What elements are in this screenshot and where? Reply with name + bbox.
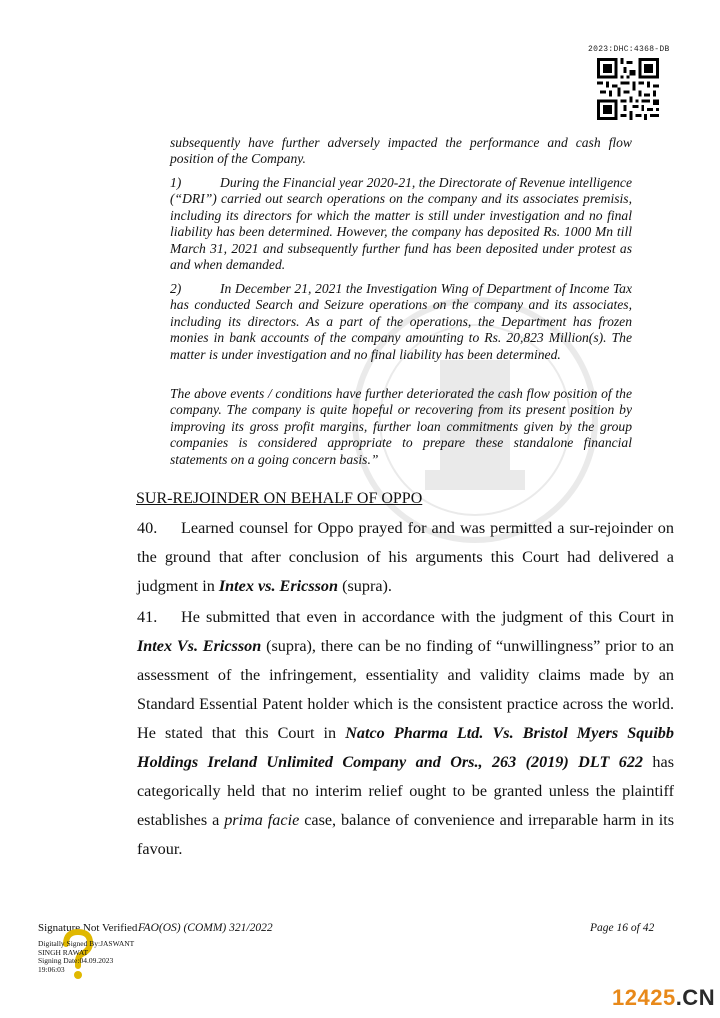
case-citation: Natco Pharma Ltd. Vs. Bristol Myers Squibb Holdings Ireland Unlimited Company and Ors., 263 (2019) DLT 622 [137,724,674,771]
signature-signer-name: SINGH RAWAT [38,947,89,957]
paragraph-number: 41. [137,608,158,626]
neutral-citation: 2023:DHC:4368-DB [588,45,670,54]
watermark-number: 12425 [612,985,676,1010]
quote-item-1-text: During the Financial year 2020-21, the Directorate of Revenue intelligence (“DRI”) carried out search operations on the company and its associates premisis, including its directors for which the matter is still under investigation and no final liability has been determined. However, the company has deposited Rs. 1000 Mn till March 31, 2021 and subsequently further fund has been deposited under protest as and when demanded. [170,175,632,273]
paragraph-text: (supra), there can be no finding of “unwillingness” prior to an assessment of the infringement, essentiality and validity claims made by an Standard Essential Patent holder which is the consistent practice across the world. He stated that this Court in [137,637,674,742]
section-heading: SUR-REJOINDER ON BEHALF OF OPPO [136,490,423,507]
page-number: Page 16 of 42 [590,922,655,934]
paragraph-40 [137,514,674,601]
paragraph-text: has categorically held that no interim relief ought to be granted unless the plaintiff establishes a [137,753,674,829]
quote-item-2-number: 2) [170,281,182,296]
signature-time: 19:06:03 [38,964,65,974]
signature-status: Signature Not Verified [38,922,138,934]
case-citation: Intex vs. Ericsson [218,577,339,595]
paragraph-text: He submitted that even in accordance with the judgment of this Court in [181,608,674,626]
site-watermark-logo [612,985,715,1011]
case-number: FAO(OS) (COMM) 321/2022 [138,922,273,934]
paragraph-text: Learned counsel for Oppo prayed for and was permitted a sur-rejoinder on the ground that after conclusion of his arguments this Court had delivered a judgment in [137,519,674,595]
quote-intro [170,135,632,168]
case-citation: Intex Vs. Ericsson [137,637,262,655]
latin-term: prima facie [224,811,300,829]
quote-item-1 [170,175,632,273]
paragraph-number: 40. [137,519,158,537]
signature-signer: Digitally Signed By:JASWANT [38,939,135,948]
paragraph-41 [137,603,674,864]
signature-date: Signing Date:04.09.2023 [38,956,114,965]
quote-item-1-number: 1) [170,175,182,190]
paragraph-text: (supra). [338,577,392,595]
quote-item-2 [170,281,632,363]
paragraph-text: case, balance of convenience and irreparable harm in its favour. [137,811,674,858]
quote-closing [170,386,632,468]
quote-item-2-text: In December 21, 2021 the Investigation Wing of Department of Income Tax has conducted Search and Seizure operations on the company and its associates, including its directors. As a part of the operations, the Department has frozen monies in bank accounts of the company amounting to Rs. 20,823 Million(s). The matter is under investigation and no final liability has been determined. [170,281,632,362]
qr-code [597,58,659,120]
watermark-tld: .CN [675,985,716,1010]
quote-intro-text: subsequently have further adversely impacted the performance and cash flow position of the Company. [170,135,632,167]
quote-closing-text: The above events / conditions have further deteriorated the cash flow position of the company. The company is quite hopeful or recovering from its present position by improving its gross profit margins, further loan commitments given by the group companies is considered appropriate to prepare these standalone financial statements on a going concern basis.” [170,386,632,467]
digital-signature-details [38,940,138,974]
